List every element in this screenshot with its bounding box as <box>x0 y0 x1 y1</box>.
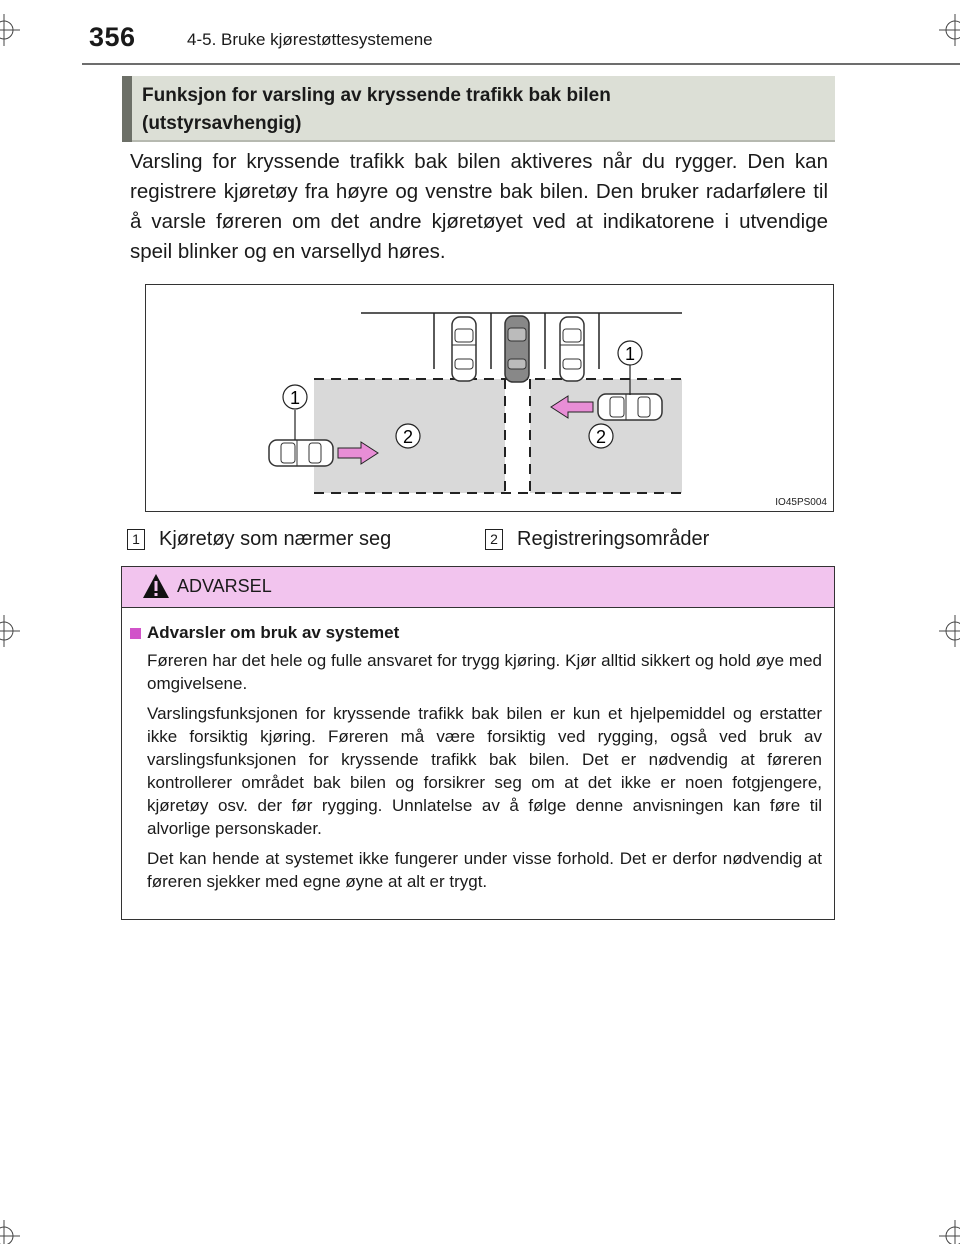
legend-number: 1 <box>127 529 145 550</box>
parking-diagram-graphic <box>146 285 835 513</box>
parking-diagram <box>145 284 834 512</box>
bullet-square-icon <box>130 628 141 639</box>
parked-car-right <box>560 317 584 381</box>
warning-paragraph: Varslingsfunksjonen for kryssende trafikk bak bilen er kun et hjelpemiddel og erstatter ikke forsiktig kjøring. Føreren må være forsiktig ved rygging, også ved bruk av varslingsfunksjonen for kryssende trafikk bak bilen. Det er nødvendig at føreren kontrollerer området bak bilen og forsikrer seg om at det ikke er noen fotgjengere, kjøretøy osv. der før rygging. Unnlatelse av å følge denne anvisningen kan føre til alvorlige personskader. <box>147 704 822 838</box>
warning-box <box>121 566 835 920</box>
topic-title <box>142 82 825 138</box>
svg-text:1: 1 <box>289 388 301 408</box>
warning-paragraph: Det kan hende at systemet ikke fungerer under visse forhold. Det er derfor nødvendig at føreren sjekker med egne øyne at alt er trygt. <box>147 849 822 891</box>
topic-title-line1: Funksjon for varsling av kryssende trafikk bak bilen <box>142 85 611 106</box>
warning-body <box>130 623 822 893</box>
svg-text:2: 2 <box>402 427 414 447</box>
intro-paragraph: Varsling for kryssende trafikk bak bilen aktiveres når du rygger. Den kan registrere kjøretøy fra høyre og venstre bak bilen. Den bruker radarfølere til å varsle føreren om det andre kjøretøyet ved at indikatorene i utvendige speil blinker og en varsellyd høres. <box>130 150 828 263</box>
legend-item-1 <box>127 528 391 551</box>
legend-label: Registreringsområder <box>517 528 710 550</box>
callout-1-right <box>618 341 642 365</box>
approaching-car-right <box>598 394 662 420</box>
warning-subheading-text: Advarsler om bruk av systemet <box>147 623 400 642</box>
svg-text:2: 2 <box>595 427 607 447</box>
topic-title-line2: (utstyrsavhengig) <box>142 113 302 134</box>
parked-car-left <box>452 317 476 381</box>
warning-subheading <box>130 623 822 643</box>
legend-item-2 <box>485 528 709 551</box>
legend-number: 2 <box>485 529 503 550</box>
approaching-car-left <box>269 440 333 466</box>
header-divider <box>82 63 960 65</box>
legend-label: Kjøretøy som nærmer seg <box>159 528 392 550</box>
warning-triangle-icon <box>142 573 170 599</box>
warning-title: ADVARSEL <box>177 576 272 596</box>
callout-1-left <box>283 385 307 409</box>
page-number: 356 <box>89 22 136 52</box>
svg-text:1: 1 <box>624 344 636 364</box>
figure-code: IO45PS004 <box>775 497 827 508</box>
warning-paragraph: Føreren har det hele og fulle ansvaret for trygg kjøring. Kjør alltid sikkert og hold øye med omgivelsene. <box>147 651 822 693</box>
own-car <box>505 316 529 382</box>
callout-2-right <box>589 424 613 448</box>
warning-header <box>122 567 834 608</box>
topic-heading-box <box>122 76 835 142</box>
topic-accent-bar <box>122 76 132 142</box>
callout-2-left <box>396 424 420 448</box>
section-title: 4-5. Bruke kjørestøttesystemene <box>187 30 433 49</box>
